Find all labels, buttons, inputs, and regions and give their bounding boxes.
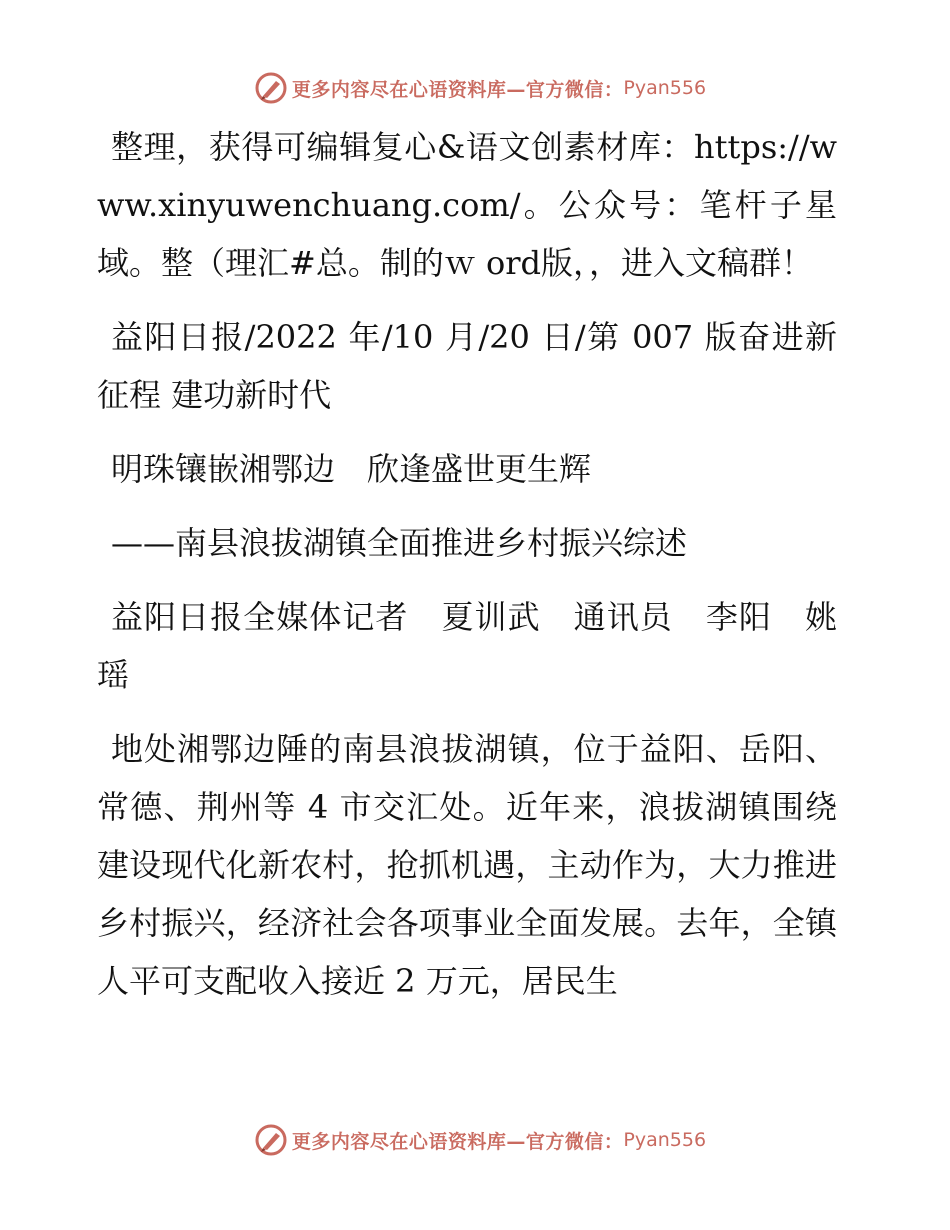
body-paragraph: 地处湘鄂边陲的南县浪拔湖镇，位于益阳、岳阳、常德、荆州等 4 市交汇处。近年来，浪拔湖镇围绕建设现代化新农村，抢抓机遇，主动作为，大力推进乡村振兴，经济社会各项事业全面发展。去年，全镇人平可支配收入接近 2 万元，居民生 [97, 730, 837, 1000]
byline: 益阳日报全媒体记者 夏训武 通讯员 李阳 姚瑶 [97, 598, 837, 694]
page-header [0, 68, 950, 108]
pen-logo-icon [254, 71, 288, 105]
header-banner-text: 更多内容尽在心语资料库—官方微信： [291, 78, 624, 101]
footer-banner [254, 1123, 706, 1157]
page-footer [0, 1120, 950, 1160]
pen-logo-icon [254, 1123, 288, 1157]
footer-banner-contact: Pyan556 [623, 1129, 707, 1151]
article-subtitle: ——南县浪拔湖镇全面推进乡村振兴综述 [111, 524, 688, 562]
article-title: 明珠镶嵌湘鄂边 欣逢盛世更生辉 [111, 450, 592, 488]
header-banner-contact: Pyan556 [623, 77, 707, 99]
intro-paragraph: 整理，获得可编辑复心&语文创素材库：https://www.xinyuwenchuang.com/。公众号：笔杆子星域。整（理汇#总。制的ｗ ord版，，进入文稿群！ [97, 128, 837, 282]
footer-banner-text: 更多内容尽在心语资料库—官方微信： [291, 1130, 624, 1153]
header-banner [254, 71, 706, 105]
document-body [97, 118, 837, 1026]
source-line: 益阳日报/2022 年/10 月/20 日/第 007 版奋进新征程 建功新时代 [97, 318, 837, 414]
